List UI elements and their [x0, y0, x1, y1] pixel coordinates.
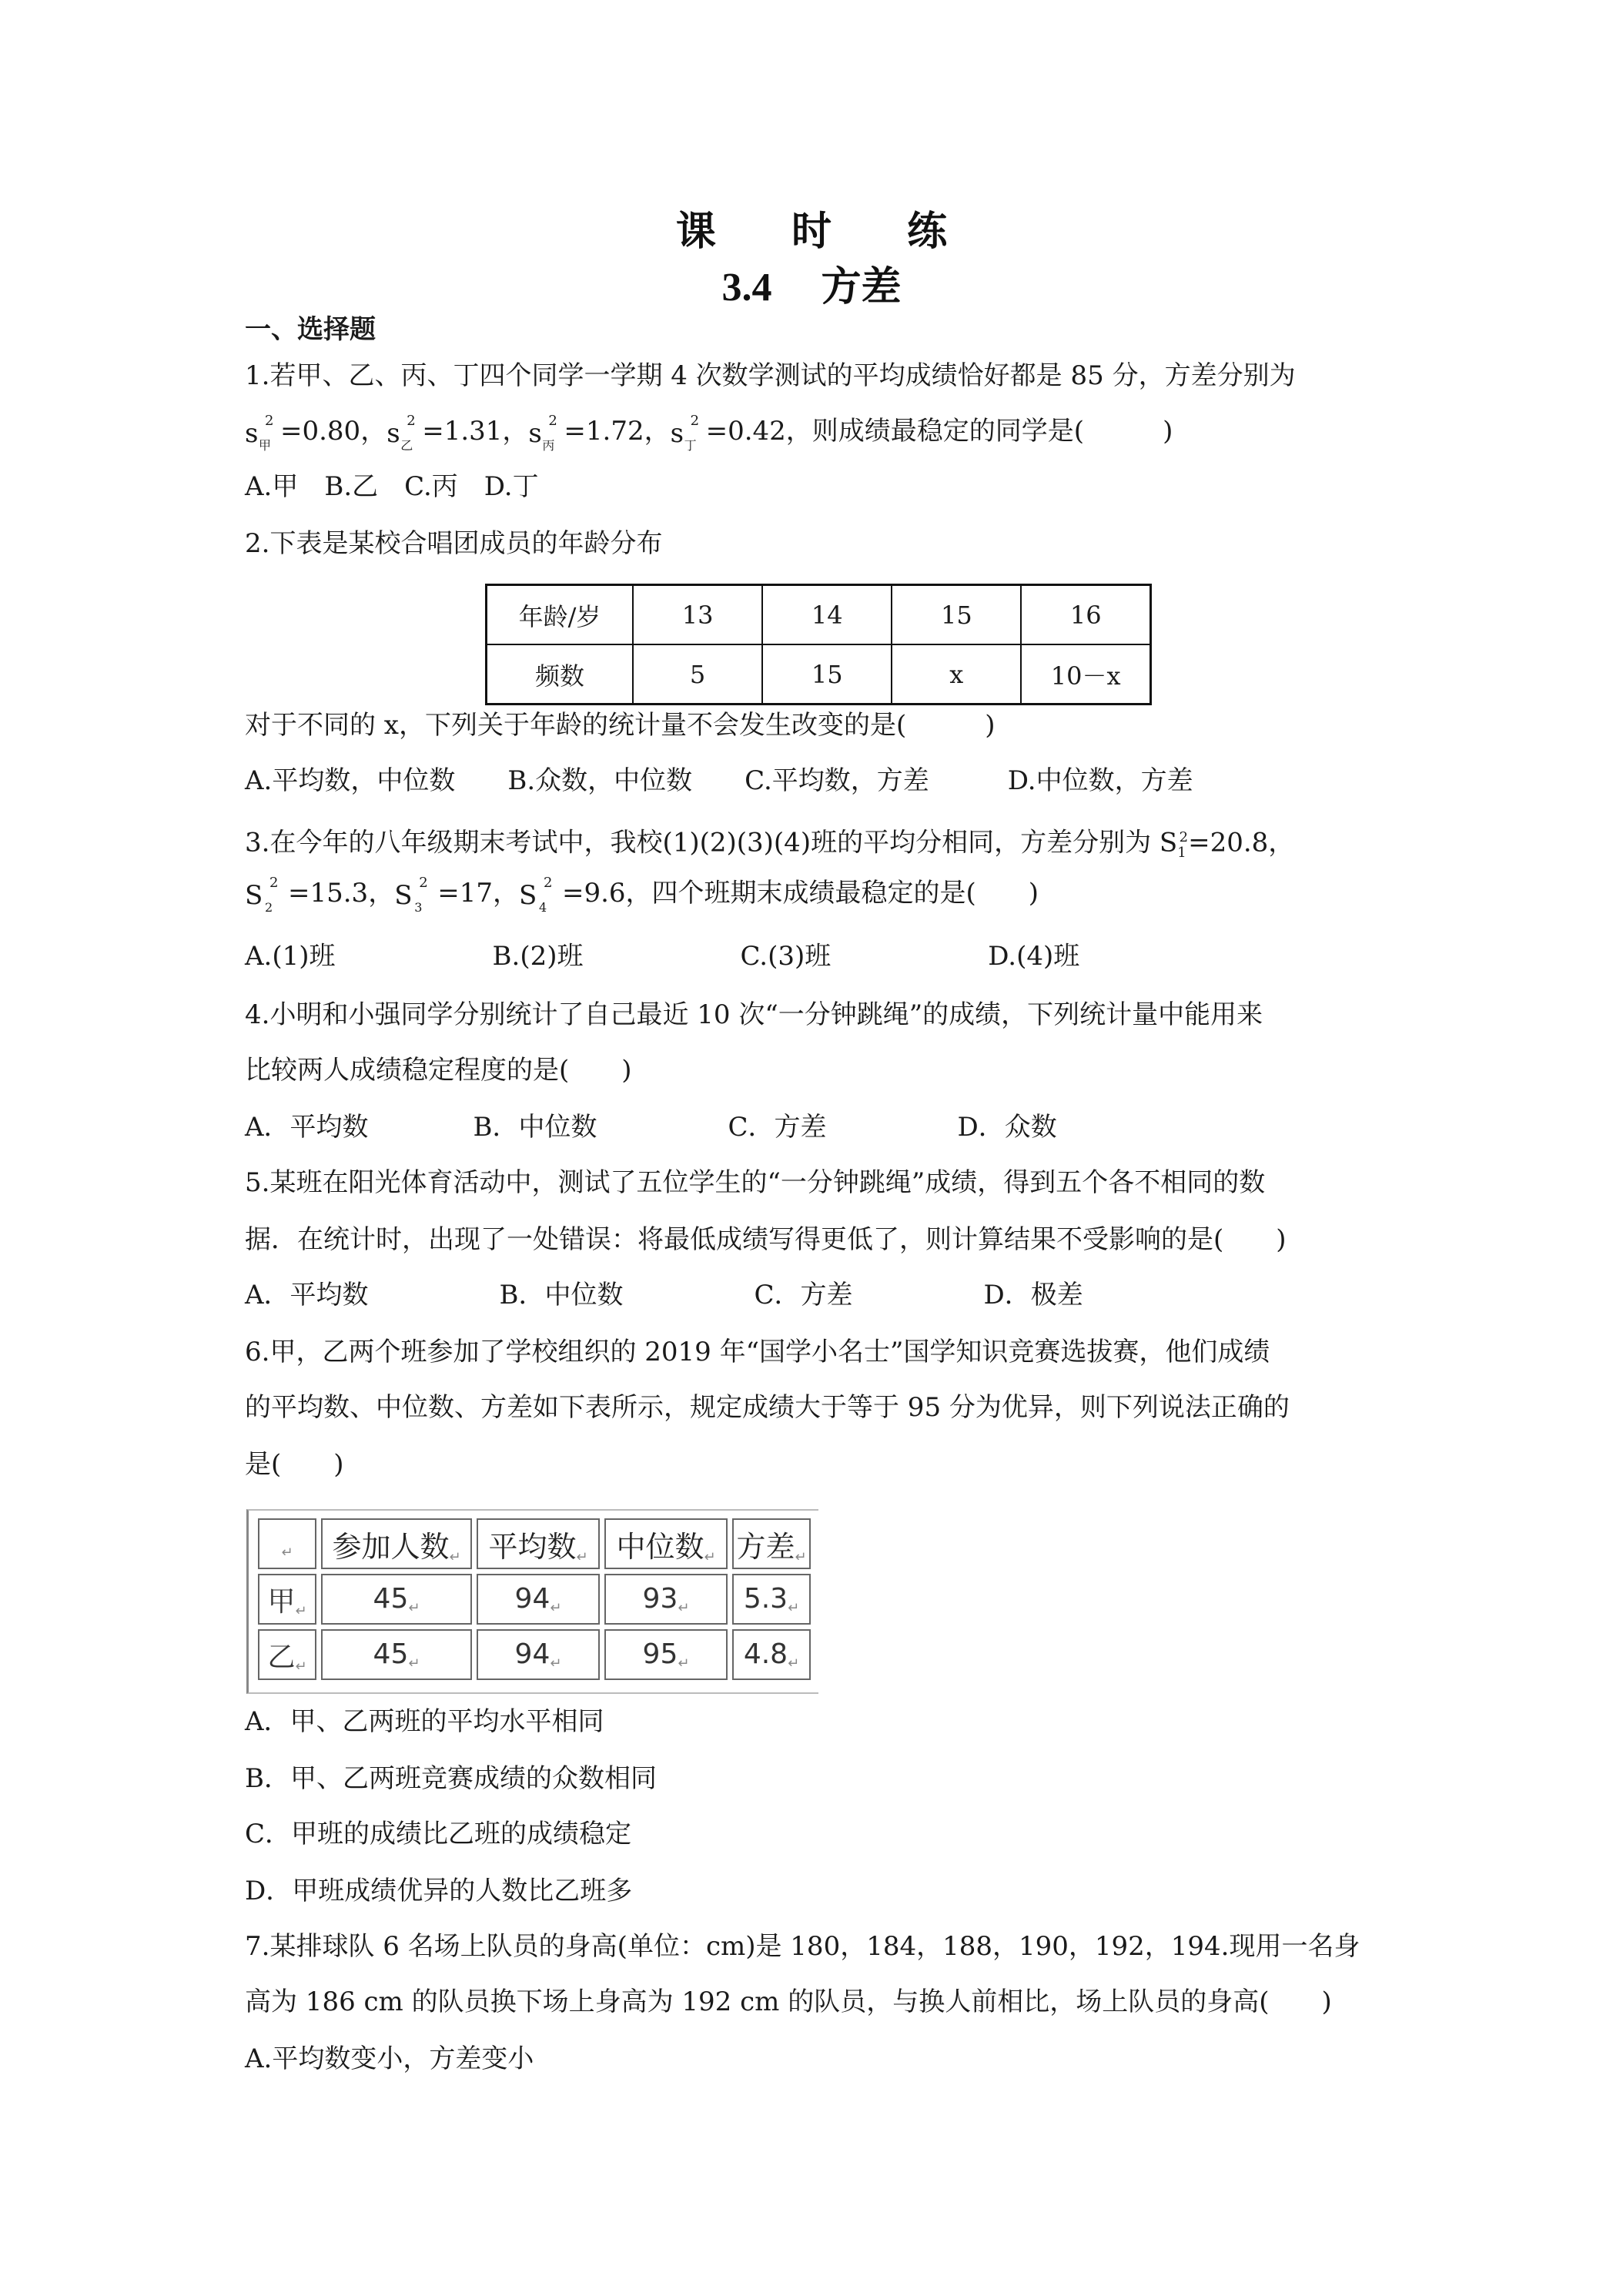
q3-options: A.(1)班 B.(2)班 C.(3)班 D.(4)班 — [245, 941, 1080, 972]
q6-option-d: D．甲班成绩优异的人数比乙班多 — [245, 1876, 633, 1906]
page-title: 课 时 练 — [675, 208, 979, 255]
table-cell: 45↵ — [321, 1629, 472, 1680]
q7-stem-line1: 7.某排球队 6 名场上队员的身高(单位：cm)是 180，184，188，190，192，194.现用一名身 — [245, 1931, 1360, 1962]
q2-question: 对于不同的 x，下列关于年龄的统计量不会发生改变的是( ) — [245, 710, 996, 741]
table-cell: 年龄/岁 — [487, 585, 634, 645]
q7-option-a: A.平均数变小，方差变小 — [245, 2043, 534, 2074]
table-cell: 16 — [1021, 585, 1150, 645]
table-cell: 45↵ — [321, 1574, 472, 1625]
variance-symbol: S 2 2 — [245, 875, 279, 915]
section-heading: 一、选择题 — [245, 314, 376, 345]
table-cell: 5.3↵ — [732, 1574, 811, 1625]
variance-symbol: s 2 乙 — [387, 413, 416, 453]
table-cell: 4.8↵ — [732, 1629, 811, 1680]
table-cell: 15 — [892, 585, 1021, 645]
table-row — [258, 1574, 811, 1625]
q5-stem-line1: 5.某班在阳光体育活动中，测试了五位学生的“一分钟跳绳”成绩，得到五个各不相同的数 — [245, 1167, 1266, 1198]
table-header-cell: 中位数↵ — [604, 1518, 728, 1569]
table-cell: 15 — [762, 644, 892, 705]
q6-stem-line1: 6.甲，乙两个班参加了学校组织的 2019 年“国学小名士”国学知识竞赛选拔赛，他们成绩 — [245, 1337, 1270, 1367]
table-row — [487, 585, 1151, 645]
variance-symbol: s 2 丁 — [670, 413, 700, 453]
lesson-number: 3.4 — [721, 266, 772, 310]
table-cell: 10－x — [1021, 644, 1150, 705]
q5-options: A．平均数 B．中位数 C．方差 D．极差 — [245, 1280, 1083, 1310]
q1-stem: 1.若甲、乙、丙、丁四个同学一学期 4 次数学测试的平均成绩恰好都是 85 分，方差分别为 — [245, 360, 1296, 391]
table-header-cell: 方差↵ — [732, 1518, 811, 1569]
q6-option-b: B．甲、乙两班竞赛成绩的众数相同 — [245, 1763, 657, 1794]
q6-option-c: C．甲班的成绩比乙班的成绩稳定 — [245, 1819, 632, 1849]
q4-stem-line1: 4.小明和小强同学分别统计了自己最近 10 次“一分钟跳绳”的成绩，下列统计量中能用来 — [245, 999, 1263, 1030]
table-row — [258, 1518, 811, 1569]
q5-stem-line2: 据．在统计时，出现了一处错误：将最低成绩写得更低了，则计算结果不受影响的是( ) — [245, 1224, 1287, 1255]
age-distribution-table — [485, 584, 1152, 705]
q6-stem-line2: 的平均数、中位数、方差如下表所示，规定成绩大于等于 95 分为优异，则下列说法正确的 — [245, 1392, 1290, 1423]
variance-symbol: S 2 4 — [518, 875, 553, 915]
class-statistics-table — [253, 1514, 815, 1685]
table-cell: 14 — [762, 585, 892, 645]
q6-option-a: A．甲、乙两班的平均水平相同 — [245, 1706, 604, 1737]
class-statistics-table-image — [246, 1509, 818, 1694]
q3-variances: S 2 2 =15.3， S 2 3 =17， S 2 4 =9.6，四个班期末成绩最稳定的是( ) — [245, 875, 1039, 915]
table-cell: 甲↵ — [258, 1574, 316, 1625]
table-cell: 13 — [633, 585, 762, 645]
q4-stem-line2: 比较两人成绩稳定程度的是( ) — [245, 1055, 632, 1086]
q3-stem: 3.在今年的八年级期末考试中，我校(1)(2)(3)(4)班的平均分相同，方差分别为 $S_1^2=20.8$， — [245, 827, 1295, 862]
variance-symbol: s 2 丙 — [528, 413, 557, 453]
q1-options: A.甲 B.乙 C.丙 D.丁 — [245, 471, 539, 502]
table-cell: 93↵ — [604, 1574, 728, 1625]
q7-stem-line2: 高为 186 cm 的队员换下场上身高为 192 cm 的队员，与换人前相比，场上队员的身高( ) — [245, 1986, 1332, 2017]
table-cell: 94↵ — [477, 1574, 600, 1625]
q6-stem-line3: 是( ) — [245, 1449, 344, 1480]
q2-options: A.平均数，中位数 B.众数，中位数 C.平均数，方差 D.中位数，方差 — [245, 765, 1193, 796]
table-cell: 5 — [633, 644, 762, 705]
q2-stem: 2.下表是某校合唱团成员的年龄分布 — [245, 528, 663, 559]
q1-variances: s 2 甲 =0.80， s 2 乙 =1.31， s 2 丙 =1.72， s 2 丁 =0.42，则成绩最稳定的同学是( ) — [245, 413, 1173, 453]
lesson-name: 方差 — [821, 263, 902, 310]
variance-symbol: S 2 3 — [394, 875, 428, 915]
table-cell: 95↵ — [604, 1629, 728, 1680]
table-header-cell: 平均数↵ — [477, 1518, 600, 1569]
lesson-title — [0, 254, 1623, 312]
table-cell: 乙↵ — [258, 1629, 316, 1680]
table-row — [487, 644, 1151, 705]
table-cell: 频数 — [487, 644, 634, 705]
variance-symbol: s 2 甲 — [245, 413, 274, 453]
table-cell: x — [892, 644, 1021, 705]
table-header-cell: ↵ — [258, 1518, 316, 1569]
table-cell: 94↵ — [477, 1629, 600, 1680]
table-header-cell: 参加人数↵ — [321, 1518, 472, 1569]
q4-options: A．平均数 B．中位数 C．方差 D．众数 — [245, 1112, 1057, 1143]
table-row — [258, 1629, 811, 1680]
